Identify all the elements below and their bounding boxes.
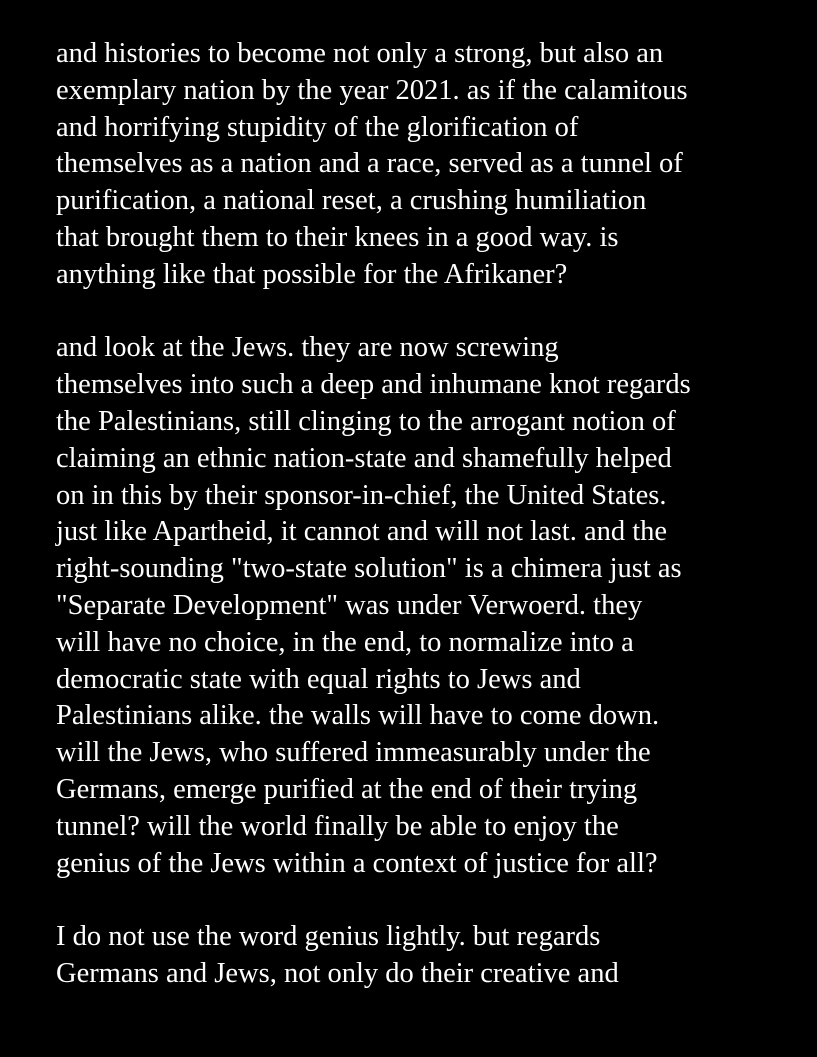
text-line: on in this by their sponsor-in-chief, the United States. bbox=[56, 479, 667, 511]
text-line: Germans, emerge purified at the end of their trying bbox=[56, 773, 638, 805]
text-line: tunnel? will the world finally be able to enjoy the bbox=[56, 810, 619, 842]
text-line: purification, a national reset, a crushing humiliation bbox=[56, 185, 647, 217]
text-line: themselves into such a deep and inhumane knot regards bbox=[56, 369, 691, 401]
text-line: "Separate Development" was under Verwoerd. they bbox=[56, 589, 643, 621]
text-line: the Palestinians, still clinging to the arrogant notion of bbox=[56, 405, 676, 437]
text-line: themselves as a nation and a race, served as a tunnel of bbox=[56, 148, 683, 180]
text-line: will have no choice, in the end, to normalize into a bbox=[56, 626, 634, 658]
text-line: and horrifying stupidity of the glorification of bbox=[56, 111, 579, 143]
text-line: and look at the Jews. they are now screwing bbox=[56, 332, 559, 364]
text-line: anything like that possible for the Afrikaner? bbox=[56, 258, 568, 290]
text-line: genius of the Jews within a context of justice for all? bbox=[56, 847, 658, 879]
text-line: I do not use the word genius lightly. but regards bbox=[56, 921, 601, 953]
text-line: that brought them to their knees in a good way. is bbox=[56, 221, 619, 253]
paragraph-gap bbox=[56, 294, 796, 331]
text-line: Palestinians alike. the walls will have to come down. bbox=[56, 700, 660, 732]
paragraph-3 bbox=[56, 919, 796, 993]
text-line: Germans and Jews, not only do their creative and bbox=[56, 957, 619, 989]
text-line: just like Apartheid, it cannot and will not last. and the bbox=[56, 516, 668, 548]
paragraph-gap bbox=[56, 882, 796, 919]
document-page bbox=[56, 36, 796, 993]
paragraph-1 bbox=[56, 36, 796, 294]
text-line: claiming an ethnic nation-state and shamefully helped bbox=[56, 442, 672, 474]
text-line: will the Jews, who suffered immeasurably under the bbox=[56, 737, 651, 769]
text-line: democratic state with equal rights to Jews and bbox=[56, 663, 581, 695]
text-line: exemplary nation by the year 2021. as if the calamitous bbox=[56, 74, 688, 106]
text-line: right-sounding "two-state solution" is a chimera just as bbox=[56, 553, 682, 585]
text-line: and histories to become not only a strong, but also an bbox=[56, 38, 664, 69]
paragraph-2 bbox=[56, 330, 796, 882]
